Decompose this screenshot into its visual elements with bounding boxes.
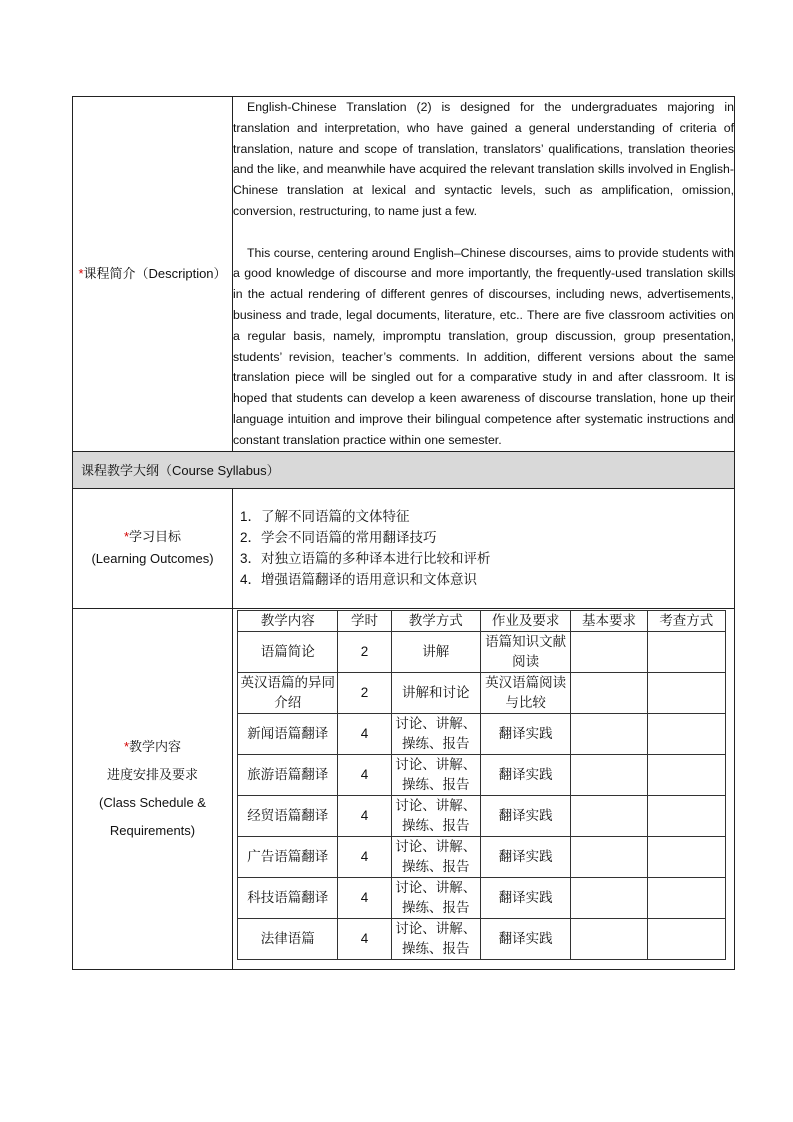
- outcomes-list-cell: [233, 488, 735, 608]
- description-paragraph-2: This course, centering around English–Chinese discourses, aims to provide students with a good knowledge of discourse and more importantly, the frequently-used translation skills in the actual rendering of different genres of discourses, including news, advertisements, business and trade, legal documents, literature, etc.. There are five classroom activities on a regular basis, namely, impromptu translation, group discussion, group presentation, students’ revision, teacher’s comments. In addition, different versions about the same translation piece will be singled out for a comparative study in and after classroom. It is hoped that students can develop a keen awareness of discourse translation, hone up their language intuition and improve their bilingual competence after systematic instructions and constant translation practice within one semester.: [233, 245, 734, 447]
- cell-method: 讲解: [391, 631, 480, 672]
- cell-basic-requirements: [571, 836, 647, 877]
- required-star: *: [78, 265, 84, 281]
- outcomes-label: [73, 488, 233, 608]
- cell-hours: 4: [338, 877, 391, 918]
- schedule-row-2: [238, 672, 726, 713]
- schedule-row-6: [238, 836, 726, 877]
- outcome-item: 2．学会不同语篇的常用翻译技巧: [240, 530, 437, 546]
- cell-method: 讨论、讲解、操练、报告: [391, 713, 480, 754]
- schedule-table: [237, 610, 726, 960]
- cell-content: 旅游语篇翻译: [238, 754, 338, 795]
- description-label-text: 课程简介（Description）: [83, 265, 227, 281]
- schedule-header-row: [238, 610, 726, 631]
- cell-assessment: [647, 836, 725, 877]
- cell-assessment: [647, 754, 725, 795]
- cell-basic-requirements: [571, 672, 647, 713]
- schedule-body: [238, 631, 726, 959]
- outcome-item: 4．增强语篇翻译的语用意识和文体意识: [240, 572, 478, 588]
- cell-method: 讨论、讲解、操练、报告: [391, 754, 480, 795]
- cell-assignment: 翻译实践: [480, 795, 570, 836]
- cell-basic-requirements: [571, 713, 647, 754]
- outcome-item: 3．对独立语篇的多种译本进行比较和评析: [240, 551, 491, 567]
- syllabus-heading: 课程教学大纲（Course Syllabus）: [73, 451, 735, 488]
- description-text: [233, 97, 735, 452]
- cell-assessment: [647, 631, 725, 672]
- schedule-label-en2: Requirements): [109, 822, 196, 838]
- cell-assessment: [647, 795, 725, 836]
- description-row: [73, 97, 735, 452]
- schedule-row-5: [238, 795, 726, 836]
- cell-method: 讲解和讨论: [391, 672, 480, 713]
- cell-hours: 2: [338, 631, 391, 672]
- syllabus-heading-row: [73, 451, 735, 488]
- cell-content: 经贸语篇翻译: [238, 795, 338, 836]
- cell-assignment: 翻译实践: [480, 713, 570, 754]
- header-content: 教学内容: [238, 610, 338, 631]
- cell-assignment: 翻译实践: [480, 754, 570, 795]
- cell-method: 讨论、讲解、操练、报告: [391, 918, 480, 959]
- cell-assignment: 英汉语篇阅读与比较: [480, 672, 570, 713]
- cell-method: 讨论、讲解、操练、报告: [391, 877, 480, 918]
- cell-content: 英汉语篇的异同介绍: [238, 672, 338, 713]
- schedule-label-cn1: 教学内容: [129, 738, 182, 754]
- outcomes-label-cn: 学习目标: [129, 529, 182, 545]
- cell-basic-requirements: [571, 795, 647, 836]
- cell-assignment: 翻译实践: [480, 877, 570, 918]
- cell-method: 讨论、讲解、操练、报告: [391, 836, 480, 877]
- outcomes-label-en: (Learning Outcomes): [91, 551, 214, 567]
- schedule-row: [73, 608, 735, 969]
- course-table: [72, 96, 735, 970]
- schedule-label-en1: (Class Schedule &: [99, 794, 206, 810]
- outcome-item: 1．了解不同语篇的文体特征: [240, 509, 410, 525]
- cell-assessment: [647, 918, 725, 959]
- header-method: 教学方式: [391, 610, 480, 631]
- cell-hours: 4: [338, 713, 391, 754]
- cell-assessment: [647, 713, 725, 754]
- description-paragraph-1: English-Chinese Translation (2) is designed for the undergraduates majoring in translation and interpretation, who have gained a general understanding of criteria of translation, nature and scope of translation, translators’ qualifications, translation theories and the like, and meanwhile have acquired the relevant translation skills involved in English-Chinese translation at lexical and syntactic levels, such as amplification, omission, conversion, restructuring, to name just a few.: [233, 100, 734, 218]
- cell-assignment: 翻译实践: [480, 918, 570, 959]
- cell-method: 讨论、讲解、操练、报告: [391, 795, 480, 836]
- outcomes-list: [233, 506, 734, 590]
- schedule-row-8: [238, 918, 726, 959]
- cell-assessment: [647, 877, 725, 918]
- description-label: [73, 97, 233, 452]
- schedule-label: [73, 608, 233, 969]
- required-star: *: [123, 529, 130, 545]
- cell-assessment: [647, 672, 725, 713]
- outcomes-row: [73, 488, 735, 608]
- cell-content: 广告语篇翻译: [238, 836, 338, 877]
- header-assignment: 作业及要求: [480, 610, 570, 631]
- cell-content: 科技语篇翻译: [238, 877, 338, 918]
- cell-hours: 2: [338, 672, 391, 713]
- schedule-row-7: [238, 877, 726, 918]
- header-basic-requirements: 基本要求: [571, 610, 647, 631]
- cell-content: 新闻语篇翻译: [238, 713, 338, 754]
- cell-basic-requirements: [571, 918, 647, 959]
- cell-assignment: 翻译实践: [480, 836, 570, 877]
- cell-hours: 4: [338, 918, 391, 959]
- schedule-label-cn2: 进度安排及要求: [106, 766, 198, 782]
- cell-hours: 4: [338, 795, 391, 836]
- required-star: *: [123, 738, 130, 754]
- header-assessment: 考查方式: [647, 610, 725, 631]
- header-hours: 学时: [338, 610, 391, 631]
- cell-basic-requirements: [571, 877, 647, 918]
- course-document: [72, 96, 734, 970]
- cell-hours: 4: [338, 754, 391, 795]
- cell-basic-requirements: [571, 631, 647, 672]
- cell-hours: 4: [338, 836, 391, 877]
- schedule-row-3: [238, 713, 726, 754]
- cell-content: 语篇简论: [238, 631, 338, 672]
- cell-content: 法律语篇: [238, 918, 338, 959]
- cell-basic-requirements: [571, 754, 647, 795]
- schedule-table-cell: [233, 608, 735, 969]
- cell-assignment: 语篇知识文献阅读: [480, 631, 570, 672]
- schedule-row-1: [238, 631, 726, 672]
- schedule-row-4: [238, 754, 726, 795]
